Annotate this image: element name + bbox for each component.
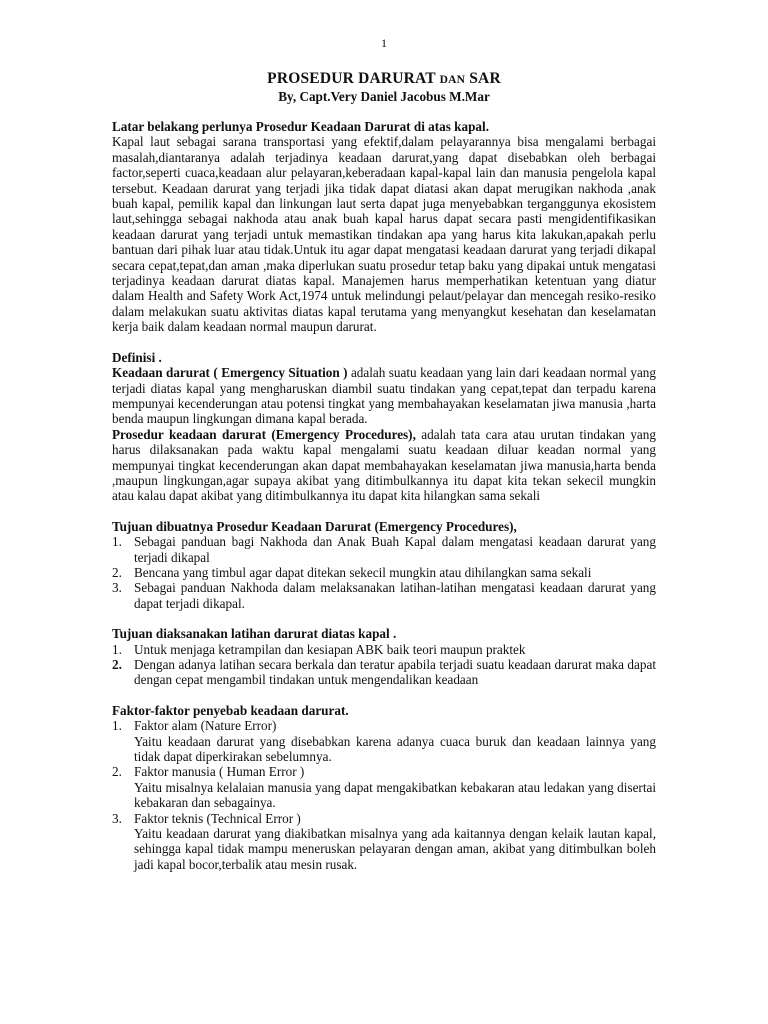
list-number: 2. [112, 657, 122, 672]
section-background [112, 119, 656, 335]
text-emergency-procedures: adalah tata cara atau urutan tindakan yang harus dilaksanakan pada waktu kapal mengalami suatu keadaan diluar keadan normal yang mempunyai tingkat kecenderungan akan dapat membahayakan keselamatan jiwa manusia,harta benda ,maupun lingkungan,agar supaya akibat yang ditimbulkannya itu dapat kita tekan sekecil mungkin atau kalau dapat akibat yang ditimbulkannya itu dapat kita hilangkan sama sekali [112, 426, 656, 504]
list-text: Bencana yang timbul agar dapat ditekan sekecil mungkin atau dihilangkan sama sekali [134, 564, 592, 580]
list-text: Untuk menjaga ketrampilan dan kesiapan ABK baik teori maupun praktek [134, 641, 526, 657]
list-number: 1. [112, 534, 122, 550]
title-part2: SAR [469, 70, 501, 87]
definition-emergency-procedures [112, 427, 656, 504]
list-item [112, 580, 656, 611]
page-number: 1 [381, 36, 387, 50]
list-text: Sebagai panduan Nakhoda dalam melaksanakan latihan-latihan mengatasi keadaan darurat yang dapat terjadi dikapal. [134, 580, 656, 611]
document-title [112, 70, 656, 89]
section-drill [112, 626, 656, 688]
list-item [112, 718, 656, 764]
background-heading: Latar belakang perlunya Prosedur Keadaan Darurat di atas kapal. [112, 119, 489, 134]
purpose-heading: Tujuan dibuatnya Prosedur Keadaan Darurat (Emergency Procedures), [112, 518, 517, 534]
section-causes [112, 703, 656, 872]
list-text: Sebagai panduan bagi Nakhoda dan Anak Buah Kapal dalam mengatasi keadaan darurat yang terjadi dikapal [134, 534, 656, 565]
list-number: 2. [112, 564, 122, 580]
list-text: Dengan adanya latihan secara berkala dan teratur apabila terjadi suatu keadaan darurat maka dapat dengan cepat mengambil tindakan untuk mengendalikan keadaan [134, 657, 656, 688]
section-purpose [112, 519, 656, 611]
causes-heading: Faktor-faktor penyebab keadaan darurat. [112, 702, 349, 718]
list-number: 2. [112, 764, 122, 780]
cause-title: Faktor manusia ( Human Error ) [134, 764, 305, 780]
term-emergency-procedures: Prosedur keadaan darurat (Emergency Procedures), [112, 426, 416, 442]
cause-title: Faktor teknis (Technical Error ) [134, 810, 301, 826]
list-number: 1. [112, 718, 122, 734]
list-number: 3. [112, 810, 122, 826]
drill-heading: Tujuan diaksanakan latihan darurat diatas kapal . [112, 626, 397, 642]
cause-title: Faktor alam (Nature Error) [134, 718, 277, 734]
document-author: By, Capt.Very Daniel Jacobus M.Mar [278, 89, 490, 104]
term-emergency-situation: Keadaan darurat ( Emergency Situation ) [112, 365, 348, 381]
list-item [112, 764, 656, 810]
list-number: 1. [112, 641, 122, 657]
drill-list [112, 642, 656, 688]
cause-text: Yaitu misalnya kelalaian manusia yang dapat mengakibatkan kebakaran atau ledakan yang disertai kebakaran dan sebagainya. [134, 779, 656, 811]
list-item [112, 565, 656, 580]
list-item [112, 642, 656, 657]
causes-list [112, 718, 656, 872]
list-item [112, 811, 656, 873]
definition-heading: Definisi . [112, 349, 162, 365]
section-definition [112, 350, 656, 504]
purpose-list [112, 534, 656, 611]
cause-text: Yaitu keadaan darurat yang disebabkan karena adanya cuaca buruk dan keadaan lainnya yang tidak dapat diperkirakan sebelumnya. [134, 733, 656, 765]
background-paragraph: Kapal laut sebagai sarana transportasi yang efektif,dalam pelayarannya bisa mengalami berbagai masalah,diantaranya adalah terjadinya keadaan darurat,yang dapat disebabkan oleh berbagai factor,seperti cuaca,keadaan alur pelayaran,keberadaan kapal-kapal lain dan manusia pengelola kapal tersebut. Keadaan darurat yang terjadi jika tidak dapat diatasi akan dapat merugikan nakhoda ,anak buah kapal, pemilik kapal dan linkungan laut serta dapat juga menyebabkan terganggunya ekosistem laut,sehingga sebagai nakhoda atau anak buah kapal harus dapat secara pasti mengidentifikasikan keadaan darurat yang terjadi untuk memastikan tindakan apa yang harus kita lakukan,apakah perlu bantuan dari pihak luar atau tidak.Untuk itu agar dapat mengatasi keadaan darurat yang terjadi dikapal secara cepat,tepat,dan aman ,maka diperlukan suatu prosedur tetap baku yang dipakai untuk mengatasi terjadinya keadaan darurat diatas kapal. Manajemen harus memperhatikan ketentuan yang diatur dalam Health and Safety Work Act,1974 untuk melindungi pelaut/pelayar dan mencegah resiko-resiko dalam melakukan suatu aktivitas diatas kapal terutama yang menyangkut kesehatan dan keselamatan kerja baik dalam keadaan normal maupun darurat. [112, 134, 656, 335]
cause-text: Yaitu keadaan darurat yang diakibatkan misalnya yang ada kaitannya dengan kelaik lautan kapal, sehingga kapal tidak mampu meneruskan pelayaran dengan aman, akibat yang ditimbulkan boleh jadi kapal bocor,terbalik atau mesin rusak. [134, 826, 656, 872]
list-item [112, 534, 656, 565]
definition-emergency-situation [112, 365, 656, 427]
list-item [112, 657, 656, 688]
text-emergency-situation: adalah suatu keadaan yang lain dari keadaan normal yang terjadi diatas kapal yang mengharuskan diambil suatu tindakan yang cepat,tepat dan terpadu karena mempunyai kecenderungan atau potensi tingkat yang membahayakan keselamatan jiwa manusia ,harta benda maupun lingkungan dimana kapal berada. [112, 365, 656, 427]
document-content [112, 70, 656, 887]
list-number: 3. [112, 580, 122, 596]
title-dan: DAN [439, 74, 466, 86]
title-part1: PROSEDUR DARURAT [267, 70, 436, 87]
